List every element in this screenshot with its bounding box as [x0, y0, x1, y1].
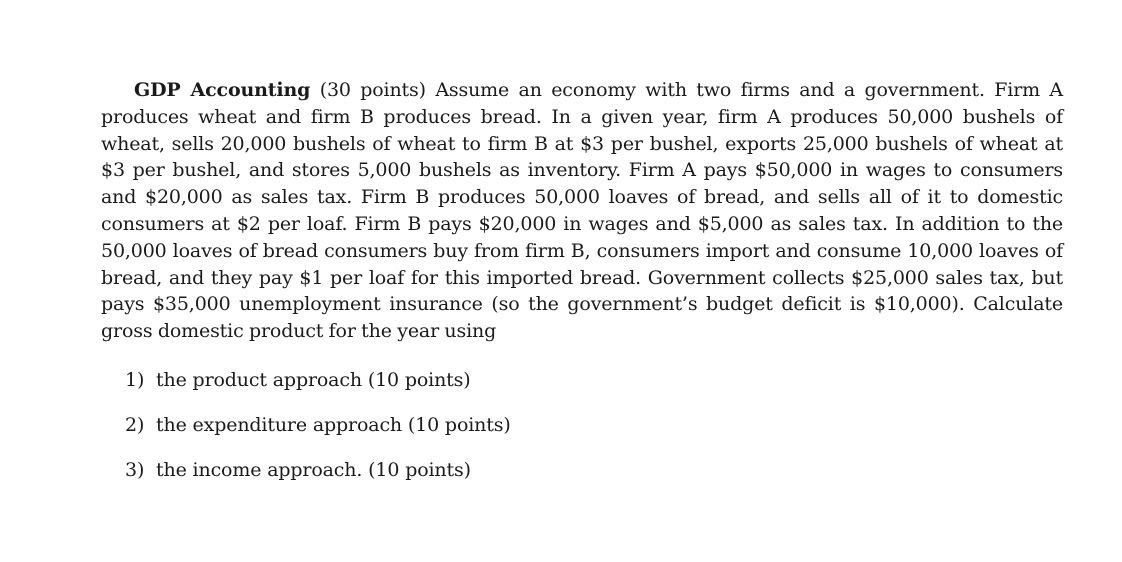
- part-text: the expenditure approach (10 points): [156, 413, 511, 436]
- document-page: [101, 77, 1063, 502]
- part-number: 3): [125, 458, 145, 481]
- part-number: 1): [125, 368, 145, 391]
- problem-points: (30 points): [319, 79, 426, 101]
- part-text: the income approach. (10 points): [156, 458, 471, 481]
- problem-statement: [101, 77, 1063, 345]
- question-part-2: [125, 412, 1063, 438]
- problem-title: GDP Accounting: [134, 79, 311, 101]
- part-number: 2): [125, 413, 145, 436]
- question-part-3: [125, 457, 1063, 483]
- part-text: the product approach (10 points): [156, 368, 471, 391]
- problem-body: Assume an economy with two firms and a government. Firm A produces wheat and firm B produces bread. In a given year, firm A produces 50,000 bushels of wheat, sells 20,000 bushels of wheat to firm B at $3 per bushel, exports 25,000 bushels of wheat at $3 per bushel, and stores 5,000 bushels as inventory. Firm A pays $50,000 in wages to consumers and $20,000 as sales tax. Firm B produces 50,000 loaves of bread, and sells all of it to domestic consumers at $2 per loaf. Firm B pays $20,000 in wages and $5,000 as sales tax. In addition to the 50,000 loaves of bread consumers buy from firm B, consumers import and consume 10,000 loaves of bread, and they pay $1 per loaf for this imported bread. Government collects $25,000 sales tax, but pays $35,000 unemployment insurance (so the government’s budget deficit is $10,000). Calculate gross domestic product for the year using: [101, 79, 1063, 343]
- question-parts-list: [101, 367, 1063, 483]
- question-part-1: [125, 367, 1063, 393]
